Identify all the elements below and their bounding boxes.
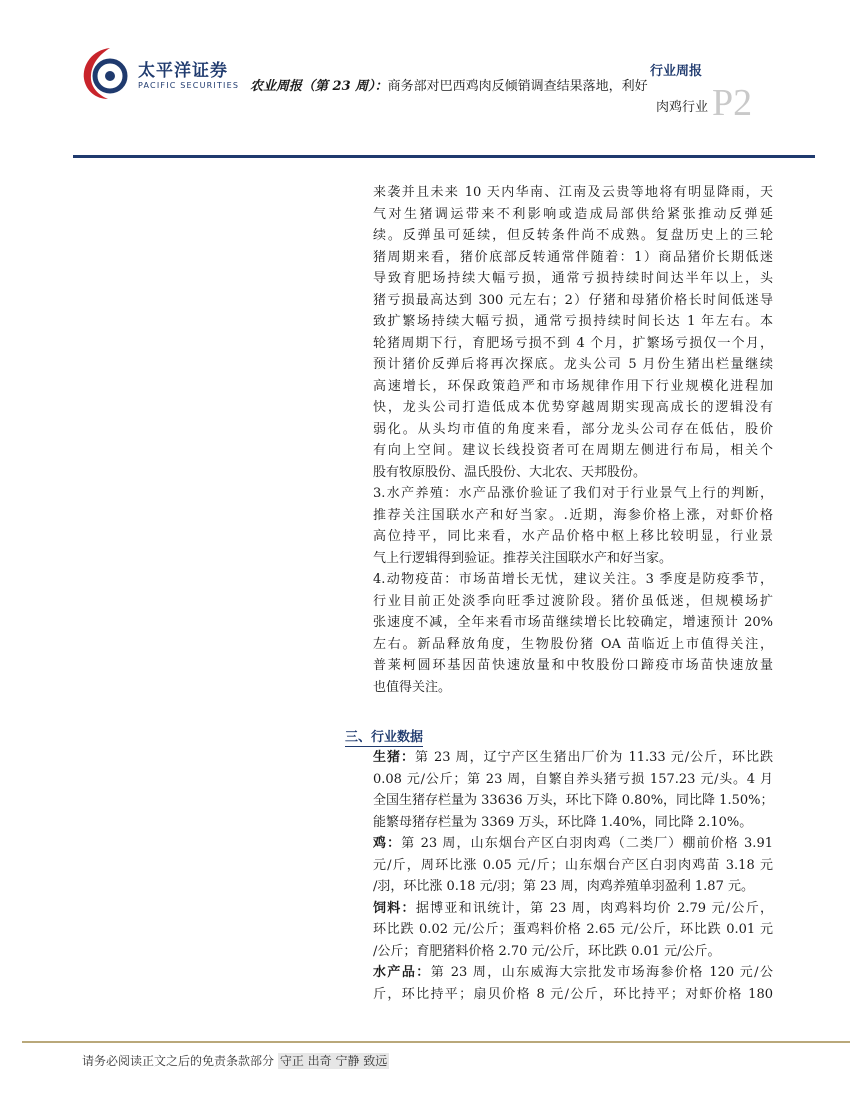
body-line: 弱化。从头均市值的角度来看，部分龙头公司存在低估，股价 — [373, 421, 773, 437]
body-line: 3.水产养殖：水产品涨价验证了我们对于行业景气上行的判断， — [373, 486, 773, 501]
body-line: 预计猪价反弹后将再次探底。龙头公司 5 月份生猪出栏量继续 — [373, 357, 773, 372]
body-line: 有向上空间。建议长线投资者可在周期左侧进行布局，相关个 — [373, 443, 773, 458]
company-motto: 守正 出奇 宁静 致远 — [279, 1054, 388, 1068]
body-line: 左右。新品释放角度，生物股份猪 OA 苗临近上市值得关注， — [373, 636, 773, 652]
data-line-text: /羽，环比涨 0.18 元/羽；第 23 周，肉鸡养殖单羽盈利 1.87 元。 — [373, 879, 754, 894]
data-line-text: 第 23 周，辽宁产区生猪出厂价为 11.33 元/公斤，环比跌 — [414, 750, 773, 765]
body-line: 股有牧原股份、温氏股份、大北农、天邦股份。 — [373, 464, 647, 480]
section-heading: 三、行业数据 — [345, 726, 423, 747]
body-line: 普莱柯圆环基因苗快速放量和中牧股份口蹄疫市场苗快速放量 — [373, 658, 773, 673]
disclaimer-text: 请务必阅读正文之后的免责条款部分 — [82, 1054, 275, 1068]
page-number: P2 — [712, 82, 753, 124]
data-line — [373, 790, 773, 812]
logo-chinese-name: 太平洋证券 — [138, 61, 228, 81]
data-line — [373, 984, 773, 1006]
data-line-text: 斤，环比持平；扇贝价格 8 元/公斤，环比持平；对虾价格 180 — [373, 986, 773, 1002]
report-title — [250, 76, 708, 118]
footer-disclaimer — [82, 1052, 389, 1069]
body-line: 4.动物疫苗：市场苗增长无忧，建议关注。3 季度是防疫季节， — [373, 572, 773, 587]
data-line-text: 元/斤，周环比涨 0.05 元/斤；山东烟台产区白羽肉鸡苗 3.18 元 — [373, 857, 773, 873]
data-line — [373, 898, 773, 920]
body-line: 推荐关注国联水产和好当家。.近期，海参价格上涨，对虾价格 — [373, 507, 773, 523]
title-line-2: 肉鸡行业 — [655, 100, 708, 115]
body-line: 猪亏损最高达到 300 元左右；2）仔猪和母猪价格长时间低迷导 — [373, 292, 773, 308]
data-line — [373, 855, 773, 877]
data-line-text: 能繁母猪存栏量为 3369 万头，环比降 1.40%，同比降 2.10%。 — [373, 814, 753, 830]
data-category-label: 生猪： — [373, 750, 415, 765]
data-line-text: 环比跌 0.02 元/公斤；蛋鸡料价格 2.65 元/公斤，环比跌 0.01 元 — [373, 922, 773, 937]
body-line: 快，龙头公司打造低成本优势穿越周期实现高成长的逻辑没有 — [373, 400, 773, 415]
pacific-securities-logo-icon — [80, 45, 132, 101]
data-line — [373, 962, 773, 984]
data-line — [373, 919, 773, 941]
title-main: 商务部对巴西鸡肉反倾销调查结果落地，利好 — [387, 79, 648, 94]
data-line — [373, 876, 773, 898]
body-line: 致扩繁场持续大幅亏损，通常亏损持续时间长达 1 年左右。本 — [373, 314, 773, 329]
company-logo — [80, 45, 250, 105]
data-line-text: 全国生猪存栏量为 33636 万头，环比下降 0.80%，同比降 1.50%； — [373, 793, 774, 808]
body-line: 高位持平，同比来看，水产品价格中枢上移比较明显，行业景 — [373, 529, 773, 544]
data-line — [373, 941, 773, 963]
title-line-1 — [250, 76, 708, 97]
body-line: 续。反弹虽可延续，但反转条件尚不成熟。复盘历史上的三轮 — [373, 228, 773, 243]
data-line-text: /公斤；育肥猪料价格 2.70 元/公斤，环比跌 0.01 元/公斤。 — [373, 943, 721, 959]
body-line: 轮猪周期下行，育肥场亏损不到 4 个月，扩繁场亏损仅一个月， — [373, 335, 773, 351]
body-line: 导致育肥场持续大幅亏损，通常亏损持续时间达半年以上，头 — [373, 271, 773, 286]
body-line: 行业目前正处淡季向旺季过渡阶段。猪价虽低迷，但规模场扩 — [373, 593, 773, 609]
data-line-text: 第 23 周，山东威海大宗批发市场海参价格 120 元/公 — [430, 965, 773, 980]
footer-divider — [22, 1041, 850, 1043]
data-line — [373, 812, 773, 834]
body-line: 气上行逻辑得到验证。推荐关注国联水产和好当家。 — [373, 550, 673, 566]
report-type-label: 行业周报 — [649, 64, 702, 79]
body-line: 来袭并且未来 10 天内华南、江南及云贵等地将有明显降雨，天 — [373, 185, 773, 200]
data-category-label: 鸡： — [373, 836, 402, 851]
data-category-label: 水产品： — [373, 965, 431, 980]
body-line: 猪周期来看，猪价底部反转通常伴随着：1）商品猪价长期低迷 — [373, 249, 773, 265]
industry-data-text — [373, 747, 773, 1005]
data-line-text: 第 23 周，山东烟台产区白羽肉鸡（二类厂）棚前价格 3.91 — [401, 836, 773, 851]
body-line: 气对生猪调运带来不利影响或造成局部供给紧张推动反弹延 — [373, 206, 773, 222]
body-line: 张速度不减，全年来看市场苗继续增长比较确定，增速预计 20% — [373, 615, 773, 630]
header-divider — [73, 155, 815, 158]
data-line — [373, 747, 773, 769]
data-line — [373, 833, 773, 855]
data-line-text: 0.08 元/公斤；第 23 周，自繁自养头猪亏损 157.23 元/头。4 月 — [373, 771, 773, 787]
body-line: 高速增长，环保政策趋严和市场规律作用下行业规模化进程加 — [373, 378, 773, 394]
logo-english-name: PACIFIC SECURITIES — [138, 81, 240, 90]
data-line — [373, 769, 773, 791]
data-line-text: 据博亚和讯统计，第 23 周，肉鸡料均价 2.79 元/公斤， — [415, 900, 773, 916]
body-text — [373, 182, 773, 698]
title-prefix: 农业周报（第 23 周）： — [250, 79, 388, 94]
data-category-label: 饲料： — [373, 900, 416, 916]
body-line: 也值得关注。 — [373, 679, 452, 695]
